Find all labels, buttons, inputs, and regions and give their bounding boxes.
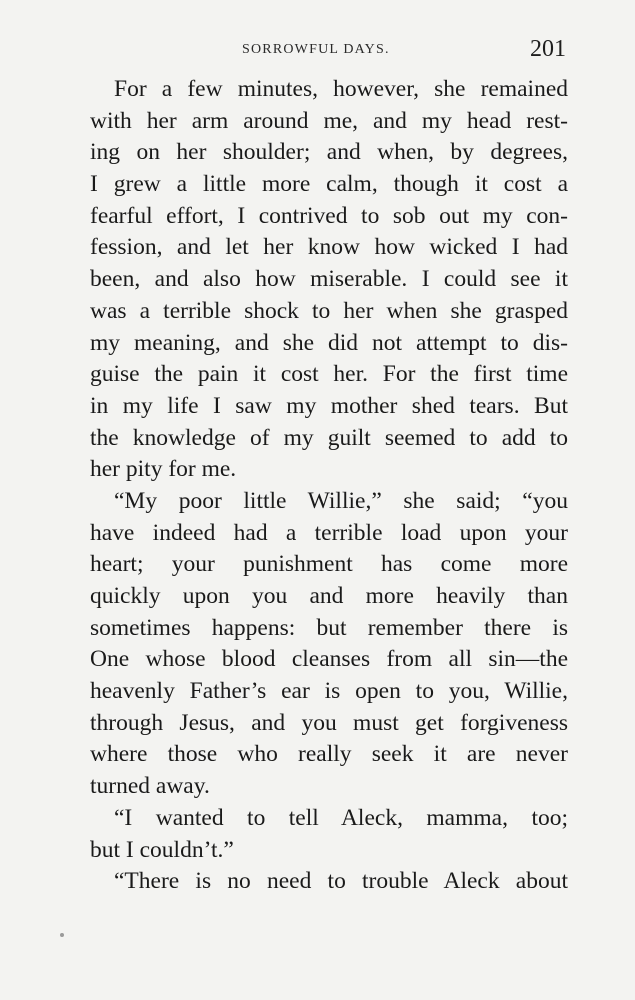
text-line: “My poor little Willie,” she said; “you <box>114 487 568 514</box>
text-line: fearful effort, I contrived to sob out my con- <box>90 202 568 229</box>
paper-speck <box>60 933 64 937</box>
running-title: SORROWFUL DAYS. <box>242 42 390 57</box>
text-line: ing on her shoulder; and when, by degrees, <box>90 139 568 166</box>
text-line: One whose blood cleanses from all sin—the <box>90 646 568 673</box>
page-number: 201 <box>530 36 566 62</box>
text-line: in my life I saw my mother shed tears. But <box>90 392 568 419</box>
text-line: the knowledge of my guilt seemed to add to <box>90 424 568 451</box>
text-line: “There is no need to trouble Aleck about <box>114 868 568 895</box>
text-line: have indeed had a terrible load upon your <box>90 519 568 546</box>
text-line: sometimes happens: but remember there is <box>90 614 568 641</box>
text-line: with her arm around me, and my head rest- <box>90 107 568 134</box>
text-line: fession, and let her know how wicked I had <box>90 234 568 261</box>
text-line: “I wanted to tell Aleck, mamma, too; <box>114 804 568 831</box>
text-line: her pity for me. <box>90 456 237 483</box>
text-line: heavenly Father’s ear is open to you, Willie, <box>90 678 568 705</box>
text-line: was a terrible shock to her when she grasped <box>90 297 568 324</box>
text-line: quickly upon you and more heavily than <box>90 583 568 609</box>
text-line: For a few minutes, however, she remained <box>114 76 568 102</box>
text-line: heart; your punishment has come more <box>90 551 568 578</box>
text-line: been, and also how miserable. I could see it <box>90 266 568 293</box>
running-head <box>90 38 568 64</box>
text-line: through Jesus, and you must get forgiveness <box>90 709 568 736</box>
text-line: my meaning, and she did not attempt to dis- <box>90 329 568 356</box>
text-line: where those who really seek it are never <box>90 741 568 768</box>
text-line: guise the pain it cost her. For the first time <box>90 361 568 388</box>
text-line: turned away. <box>90 773 210 800</box>
body-text <box>90 74 568 898</box>
text-line: I grew a little more calm, though it cost a <box>90 171 568 198</box>
text-line: but I couldn’t.” <box>90 836 234 863</box>
